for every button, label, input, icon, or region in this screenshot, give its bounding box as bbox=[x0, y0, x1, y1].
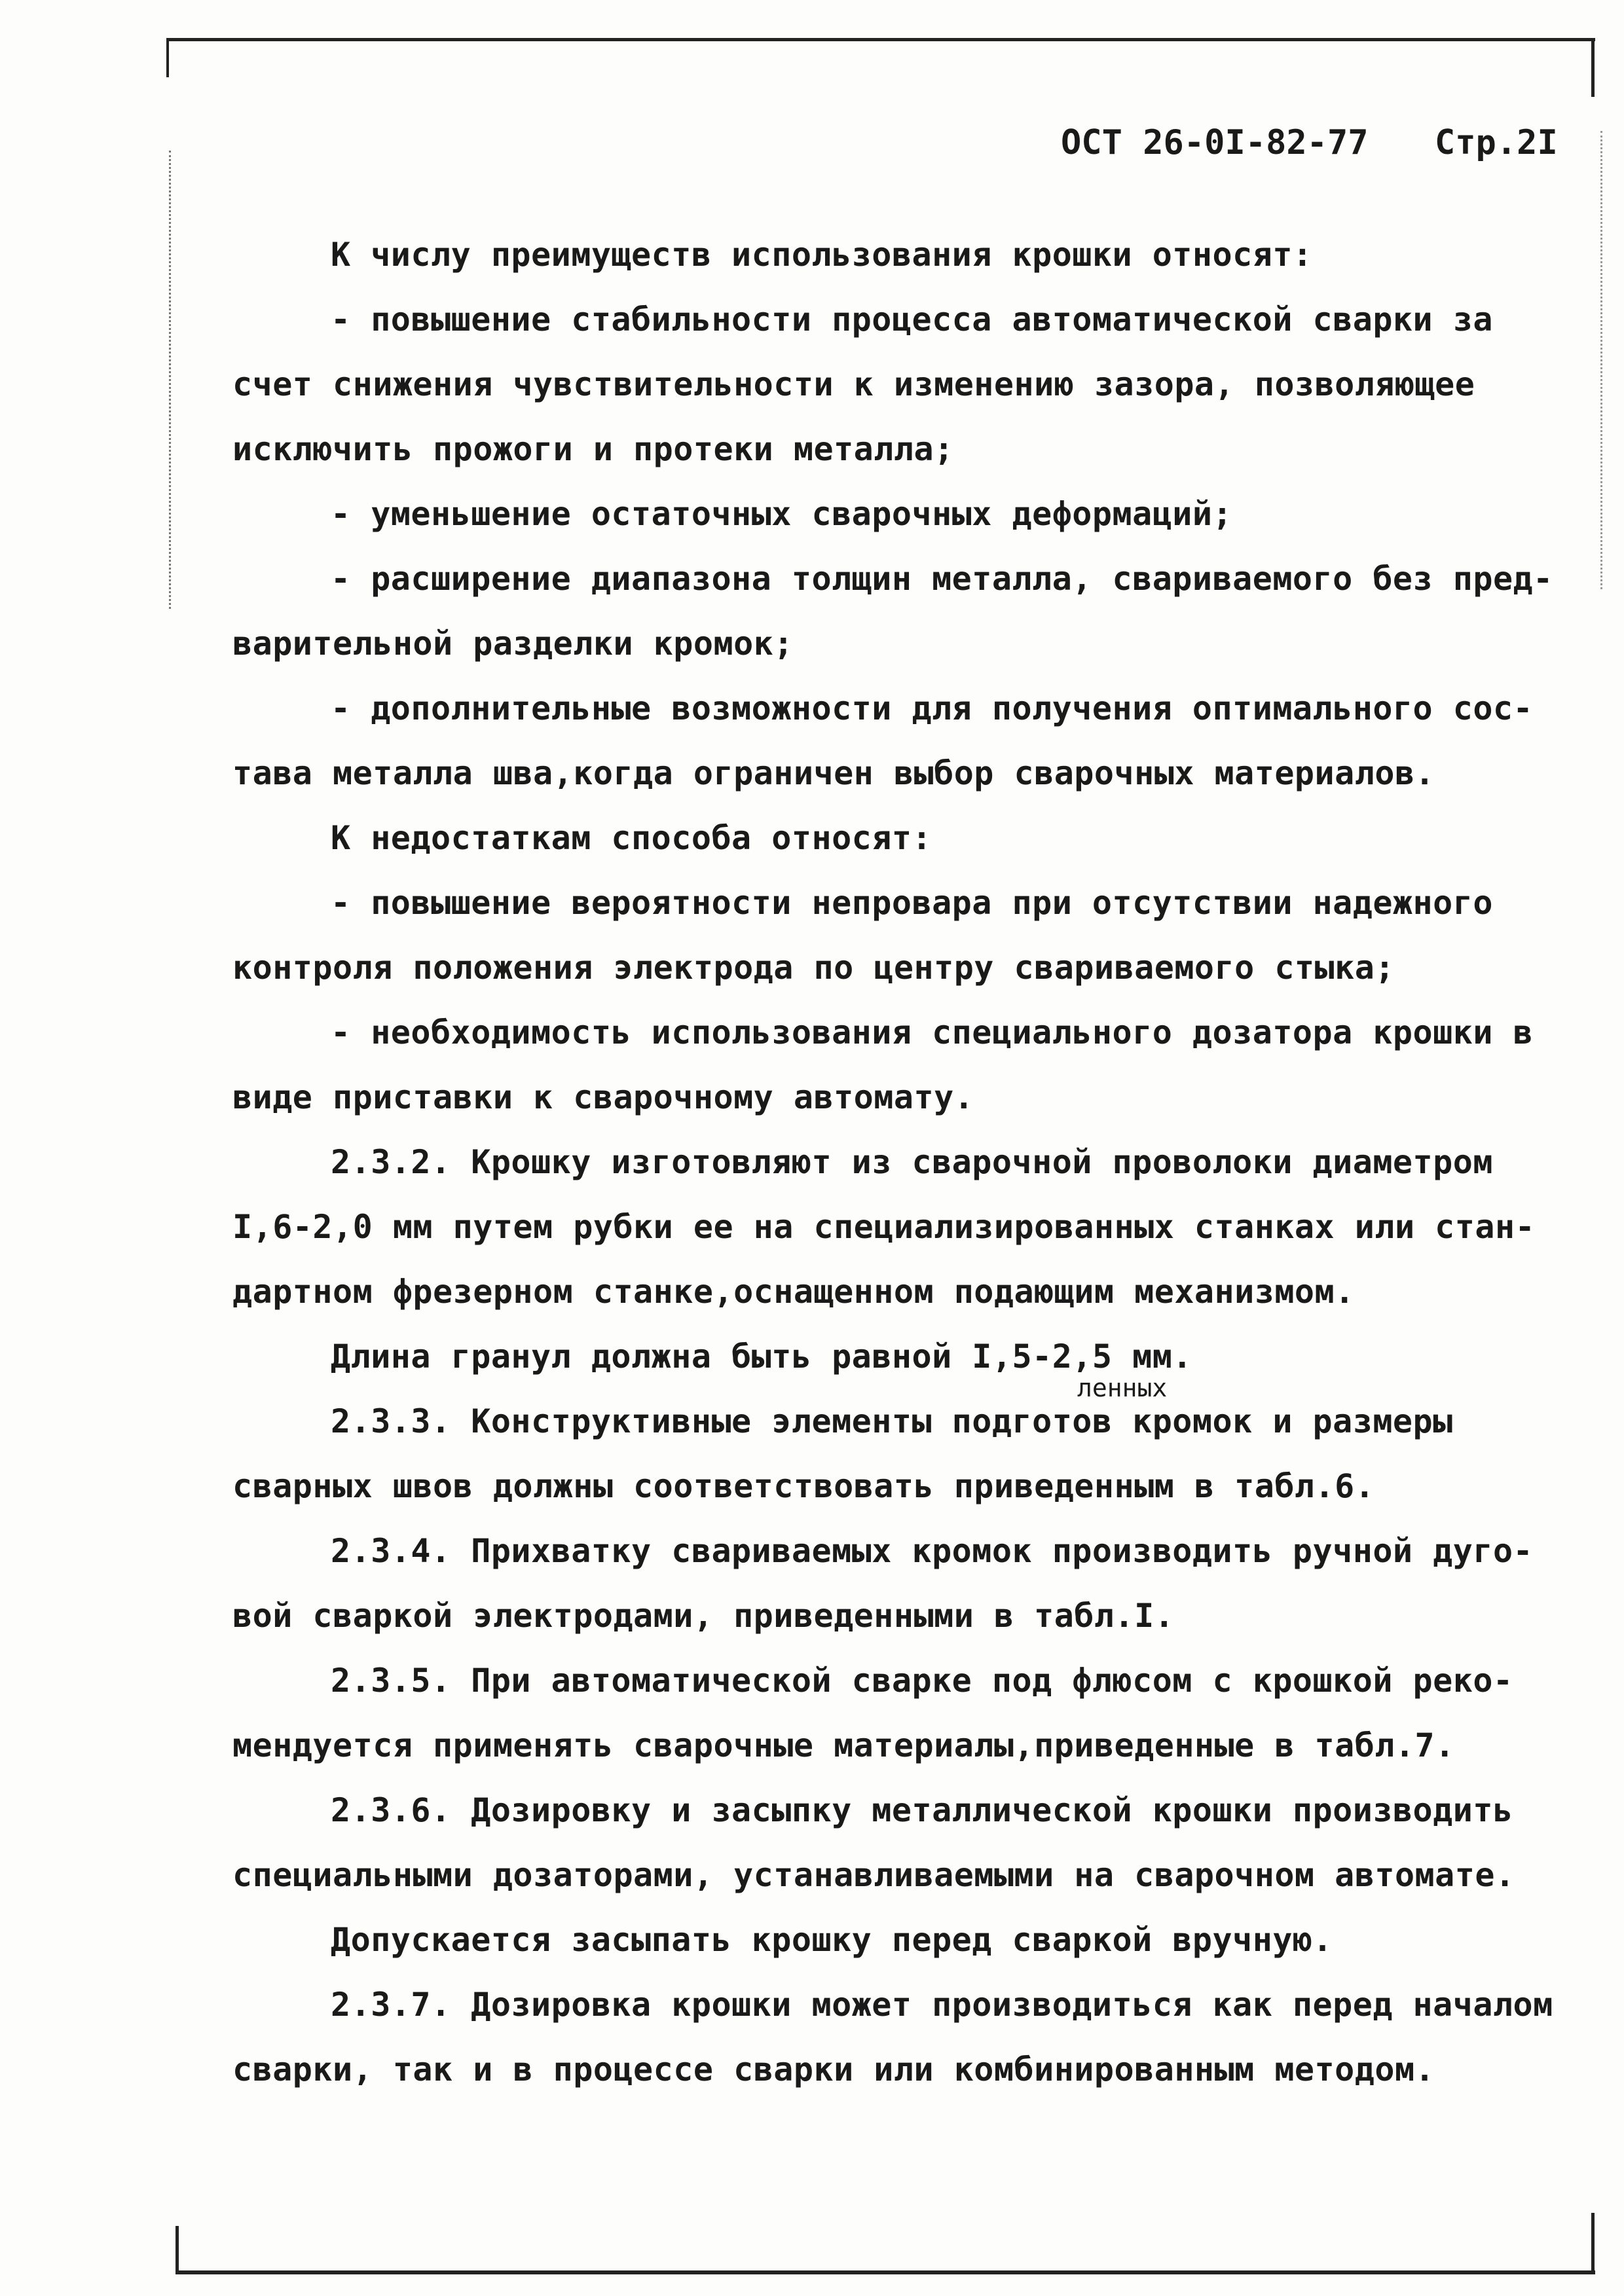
text-line: дартном фрезерном станке,оснащенном подающим механизмом. bbox=[232, 1273, 1355, 1311]
handwritten-insertion: ленных bbox=[1077, 1374, 1168, 1402]
text-line: 2.3.2. Крошку изготовляют из сварочной проволоки диаметром bbox=[331, 1143, 1493, 1181]
text-line: - дополнительные возможности для получения оптимального сос- bbox=[331, 689, 1534, 727]
text-line: виде приставки к сварочному автомату. bbox=[232, 1078, 974, 1116]
frame-bottom-right-tick bbox=[1591, 2213, 1595, 2272]
text-line: вой сваркой электродами, приведенными в табл.I. bbox=[232, 1597, 1175, 1635]
document-code: ОСТ 26-0I-82-77 bbox=[1061, 123, 1369, 162]
text-line: I,6-2,0 мм путем рубки ее на специализированных станках или стан- bbox=[232, 1208, 1536, 1246]
frame-bottom-left-tick bbox=[175, 2226, 179, 2272]
text-line: тава металла шва,когда ограничен выбор сварочных материалов. bbox=[232, 754, 1435, 792]
frame-right-tick bbox=[1591, 38, 1595, 97]
text-line: специальными дозаторами, устанавливаемыми на сварочном автомате. bbox=[232, 1856, 1515, 1894]
text-line: сварки, так и в процессе сварки или комбинированным методом. bbox=[232, 2050, 1435, 2088]
text-line: - повышение вероятности непровара при отсутствии надежного bbox=[331, 884, 1493, 922]
text-line: 2.3.5. При автоматической сварке под флюсом с крошкой реко- bbox=[331, 1662, 1513, 1700]
text-line: Длина гранул должна быть равной I,5-2,5 мм. bbox=[331, 1338, 1192, 1376]
binder-hole-marks-right bbox=[1600, 131, 1602, 589]
text-line: 2.3.7. Дозировка крошки может производиться как перед началом bbox=[331, 1986, 1553, 2024]
text-line: - необходимость использования специального дозатора крошки в bbox=[331, 1013, 1534, 1051]
text-line: 2.3.3. Конструктивные элементы подготов кромок и размеры bbox=[331, 1402, 1453, 1440]
text-line: - повышение стабильности процесса автоматической сварки за bbox=[331, 301, 1493, 338]
text-line: счет снижения чувствительности к изменению зазора, позволяющее bbox=[232, 365, 1475, 403]
text-line: - уменьшение остаточных сварочных деформаций; bbox=[331, 495, 1233, 533]
frame-left-tick bbox=[166, 38, 169, 77]
text-line: мендуется применять сварочные материалы,приведенные в табл.7. bbox=[232, 1726, 1455, 1764]
frame-top-border bbox=[169, 38, 1595, 41]
text-line: Допускается засыпать крошку перед сваркой вручную. bbox=[331, 1921, 1333, 1959]
page-number: Стр.2I bbox=[1434, 123, 1558, 162]
frame-bottom-border bbox=[175, 2270, 1595, 2274]
binder-hole-marks-left bbox=[169, 151, 171, 609]
text-line: варительной разделки кромок; bbox=[232, 625, 794, 663]
text-line: контроля положения электрода по центру свариваемого стыка; bbox=[232, 949, 1395, 987]
text-line: 2.3.4. Прихватку свариваемых кромок производить ручной дуго- bbox=[331, 1532, 1534, 1570]
text-line: исключить прожоги и протеки металла; bbox=[232, 430, 954, 468]
text-line: сварных швов должны соответствовать приведенным в табл.6. bbox=[232, 1467, 1375, 1505]
document-body bbox=[232, 223, 1553, 2102]
text-line: К числу преимуществ использования крошки относят: bbox=[331, 236, 1313, 274]
text-line: - расширение диапазона толщин металла, свариваемого без пред- bbox=[331, 560, 1553, 598]
text-line: 2.3.6. Дозировку и засыпку металлической крошки производить bbox=[331, 1791, 1513, 1829]
page-header bbox=[1061, 123, 1572, 162]
text-line: К недостаткам способа относят: bbox=[331, 819, 932, 857]
